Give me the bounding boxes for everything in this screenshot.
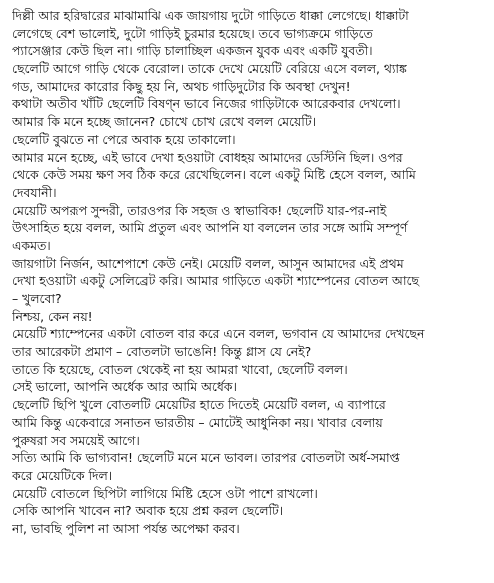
text-line: দেবযানী।: [12, 184, 57, 200]
text-line: কথাটা অতীব খাঁটি ছেলেটি বিষণ্ন ভাবে নিজের গাড়িটাকে আরেকবার দেখলো।: [12, 96, 401, 112]
text-line: সেই ভালো, আপনি অর্ধেক আর আমি অর্ধেক।: [12, 379, 237, 395]
text-line: গড, আমাদের কারোর কিছু হয় নি, অথচ গাড়িদুটোর কি অবস্থা দেখুন!: [12, 78, 351, 94]
text-line: জায়গাটা নির্জন, আশেপাশে কেউ নেই। মেয়েটি বলল, আসুন আমাদের এই প্রথম: [12, 255, 404, 271]
text-line: নিশ্চয়, কেন নয়!: [12, 308, 93, 324]
text-line: লেগেছে বেশ ভালোই, দুটো গাড়িই চুরমার হয়েছে। তবে ভাগ্যক্রমে গাড়িতে: [12, 25, 373, 41]
text-line: প্যাসেঞ্জার কেউ ছিল না। গাড়ি চালাচ্ছিল একজন যুবক এবং একটি যুবতী।: [12, 43, 373, 59]
text-line: করে মেয়েটিকে দিল।: [12, 467, 113, 483]
text-line: মেয়েটি শ্যাম্পেনের একটা বোতল বার করে এনে বলল, ভগবান যে আমাদের দেখছেন: [12, 326, 425, 342]
text-line: মেয়েটি অপরূপ সুন্দরী, তারওপর কি সহজ ও স্বাভাবিক! ছেলেটি যার-পর-নাই: [12, 202, 387, 218]
text-line: একমত।: [12, 237, 51, 253]
text-line: ছেলেটি বুঝতে না পেরে অবাক হয়ে তাকালো।: [12, 131, 236, 147]
text-line: – খুলবো?: [12, 291, 62, 306]
text-line: থেকে কেউ সময় ক্ষণ সব ঠিক করে রেখেছিলেন। বলে একটু মিষ্টি হেসে বলল, আমি: [12, 167, 416, 183]
text-line: আমার কি মনে হচ্ছে জানেন? চোখে চোখ রেখে বলল মেয়েটি।: [12, 114, 316, 130]
text-line: না, ভাবছি পুলিশ না আসা পর্যন্ত অপেক্ষা করব।: [12, 520, 240, 536]
text-line: ছেলেটি আগে গাড়ি থেকে বেরোল। তাকে দেখে মেয়েটি বেরিয়ে এসে বলল, থ্যাঙ্ক: [12, 61, 407, 77]
text-line: উৎসাহিত হয়ে বলল, আমি প্রতুল এবং আপনি যা বললেন তার সঙ্গে আমি সম্পূর্ণ: [12, 220, 408, 236]
text-line: ছেলেটি ছিপি খুলে বোতলটি মেয়েটির হাতে দিতেই মেয়েটি বলল, এ ব্যাপারে: [12, 397, 386, 413]
text-line: তাতে কি হয়েছে, বোতল থেকেই না হয় আমরা খাবো, ছেলেটি বলল।: [12, 361, 348, 377]
text-line: তার আরেকটা প্রমাণ – বোতলটা ভাঙেনি! কিন্তু গ্লাস যে নেই?: [12, 344, 312, 360]
text-line: মেয়েটি বোতলে ছিপিটা লাগিয়ে মিষ্টি হেসে ওটা পাশে রাখলো।: [12, 485, 318, 501]
text-line: আমার মনে হচ্ছে, এই ভাবে দেখা হওয়াটা বোধহয় আমাদের ডেস্টিনি ছিল। ওপর: [12, 149, 403, 165]
text-line: দিল্লী আর হরিদ্বারের মাঝামাঝি এক জায়গায় দুটো গাড়িতে ধাক্কা লেগেছে। ধাক্কাটা: [12, 8, 409, 23]
text-line: পুরুষরা সব সময়েই আগে।: [12, 432, 140, 448]
text-line: সত্যি আমি কি ভাগ্যবান! ছেলেটি মনে মনে ভাবল। তারপর বোতলটা অর্ধ-সমাপ্ত: [12, 450, 400, 466]
text-line: দেখা হওয়াটা একটু সেলিব্রেট করি। আমার গাড়িতে একটা শ্যাম্পেনের বোতল আছে: [12, 273, 419, 289]
text-line: আমি কিন্তু একেবারে সনাতন ভারতীয় – মোটেই আধুনিকা নয়। খাবার বেলায়: [12, 414, 383, 430]
text-line: সেকি আপনি খাবেন না? অবাক হয়ে প্রশ্ন করল ছেলেটি।: [12, 503, 284, 519]
text-line: [12, 538, 486, 556]
